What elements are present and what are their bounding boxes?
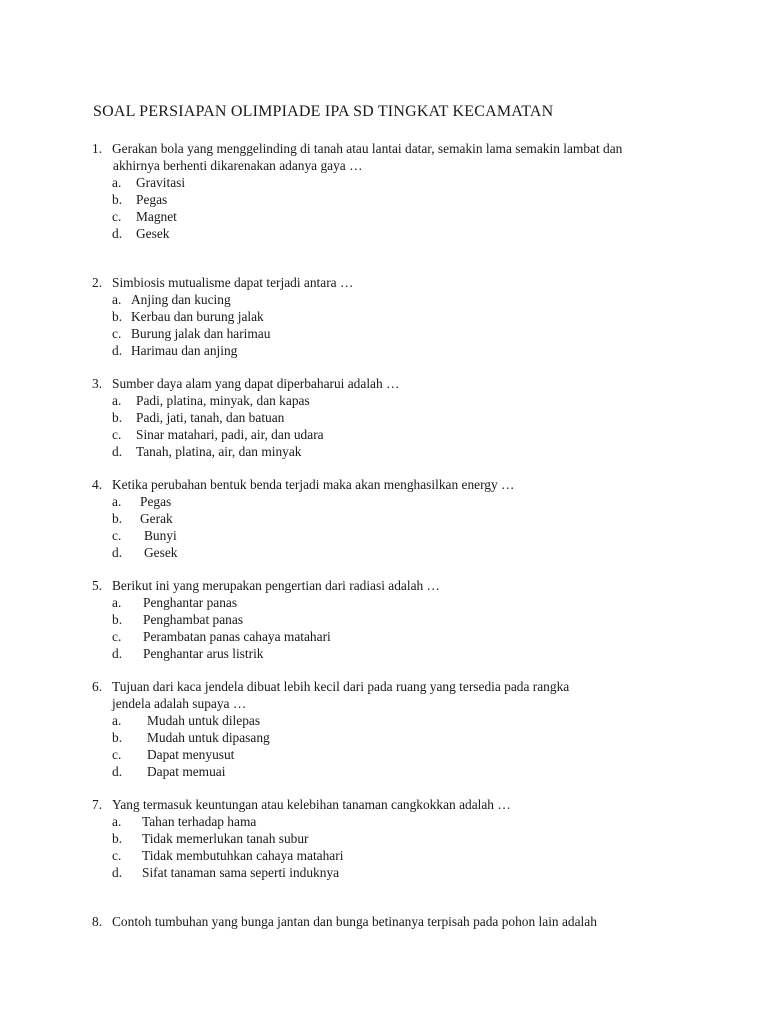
option-text: Harimau dan anjing (131, 343, 238, 358)
option-text: Padi, jati, tanah, dan batuan (136, 410, 285, 425)
option-d (92, 342, 692, 359)
option-letter: c. (112, 747, 122, 762)
option-a (92, 392, 692, 409)
option-b (92, 830, 692, 847)
option-c (92, 746, 692, 763)
option-letter: b. (112, 612, 123, 627)
question-1 (92, 140, 692, 242)
option-text: Penghambat panas (143, 612, 244, 627)
option-text: Tahan terhadap hama (142, 814, 257, 829)
option-letter: a. (112, 595, 122, 610)
option-text: Pegas (140, 494, 172, 509)
question-7 (92, 796, 692, 881)
option-a (92, 291, 692, 308)
question-8 (92, 913, 692, 930)
question-6 (92, 678, 692, 780)
option-text: Penghantar panas (143, 595, 238, 610)
option-letter: a. (112, 814, 122, 829)
option-d (92, 544, 692, 561)
option-letter: b. (112, 410, 123, 425)
option-letter: d. (112, 226, 123, 241)
option-text: Mudah untuk dilepas (147, 713, 261, 728)
option-a (92, 594, 692, 611)
option-text: Gesek (136, 226, 170, 241)
question-5 (92, 577, 692, 662)
option-b (92, 510, 692, 527)
option-text: Perambatan panas cahaya matahari (143, 629, 331, 644)
question-4 (92, 476, 692, 561)
option-text: Penghantar arus listrik (143, 646, 264, 661)
option-letter: d. (112, 444, 123, 459)
option-b (92, 729, 692, 746)
option-text: Gesek (144, 545, 178, 560)
question-continuation: akhirnya berhenti dikarenakan adanya gaya … (113, 158, 363, 173)
option-text: Tidak membutuhkan cahaya matahari (142, 848, 344, 863)
option-letter: b. (112, 831, 123, 846)
option-d (92, 763, 692, 780)
option-letter: c. (112, 326, 122, 341)
option-b (92, 611, 692, 628)
option-text: Sinar matahari, padi, air, dan udara (136, 427, 324, 442)
option-d (92, 864, 692, 881)
question-text: Gerakan bola yang menggelinding di tanah atau lantai datar, semakin lama semakin lambat dan (112, 141, 623, 156)
option-letter: a. (112, 175, 122, 190)
question-number: 5. (92, 578, 103, 593)
question-stem (92, 140, 652, 157)
option-letter: d. (112, 865, 123, 880)
question-continuation: jendela adalah supaya … (112, 696, 247, 711)
option-d (92, 225, 692, 242)
option-a (92, 174, 692, 191)
question-text: Sumber daya alam yang dapat diperbaharui adalah … (112, 376, 400, 391)
option-c (92, 847, 692, 864)
question-stem (92, 678, 692, 695)
question-stem (92, 274, 692, 291)
option-text: Dapat menyusut (147, 747, 235, 762)
question-number: 2. (92, 275, 103, 290)
option-b (92, 409, 692, 426)
option-c (92, 426, 692, 443)
option-letter: a. (112, 292, 122, 307)
question-number: 6. (92, 679, 103, 694)
option-letter: b. (112, 309, 123, 324)
option-letter: c. (112, 427, 122, 442)
option-letter: a. (112, 393, 122, 408)
question-number: 3. (92, 376, 103, 391)
option-letter: a. (112, 713, 122, 728)
option-c (92, 527, 692, 544)
document-title: SOAL PERSIAPAN OLIMPIADE IPA SD TINGKAT KECAMATAN (93, 103, 554, 120)
question-text: Yang termasuk keuntungan atau kelebihan tanaman cangkokkan adalah … (112, 797, 511, 812)
question-number: 8. (92, 914, 103, 929)
option-c (92, 628, 692, 645)
option-d (92, 443, 692, 460)
option-text: Padi, platina, minyak, dan kapas (136, 393, 310, 408)
option-letter: d. (112, 764, 123, 779)
option-c (92, 325, 692, 342)
question-stem (92, 577, 692, 594)
option-letter: b. (112, 192, 123, 207)
question-text: Berikut ini yang merupakan pengertian dari radiasi adalah … (112, 578, 440, 593)
question-text: Contoh tumbuhan yang bunga jantan dan bunga betinanya terpisah pada pohon lain adalah (112, 914, 597, 929)
option-text: Magnet (136, 209, 177, 224)
question-2 (92, 274, 692, 359)
question-text: Ketika perubahan bentuk benda terjadi maka akan menghasilkan energy … (112, 477, 515, 492)
question-stem (92, 375, 692, 392)
option-a (92, 493, 692, 510)
option-letter: c. (112, 629, 122, 644)
option-letter: c. (112, 209, 122, 224)
option-letter: c. (112, 848, 122, 863)
question-text: Tujuan dari kaca jendela dibuat lebih kecil dari pada ruang yang tersedia pada rangka (112, 679, 570, 694)
question-stem (92, 476, 692, 493)
option-text: Tidak memerlukan tanah subur (142, 831, 309, 846)
option-b (92, 191, 692, 208)
option-d (92, 645, 692, 662)
option-text: Pegas (136, 192, 168, 207)
option-text: Kerbau dan burung jalak (131, 309, 264, 324)
question-number: 4. (92, 477, 103, 492)
option-text: Burung jalak dan harimau (131, 326, 271, 341)
option-letter: a. (112, 494, 122, 509)
question-stem (92, 796, 692, 813)
option-letter: c. (112, 528, 122, 543)
option-c (92, 208, 692, 225)
question-3 (92, 375, 692, 460)
option-text: Anjing dan kucing (131, 292, 231, 307)
option-b (92, 308, 692, 325)
option-text: Mudah untuk dipasang (147, 730, 270, 745)
question-text: Simbiosis mutualisme dapat terjadi antara … (112, 275, 354, 290)
option-text: Gerak (140, 511, 173, 526)
option-letter: d. (112, 545, 123, 560)
option-letter: d. (112, 343, 123, 358)
option-a (92, 813, 692, 830)
option-text: Tanah, platina, air, dan minyak (136, 444, 302, 459)
option-text: Sifat tanaman sama seperti induknya (142, 865, 340, 880)
question-stem (92, 913, 692, 930)
option-text: Bunyi (144, 528, 177, 543)
question-number: 7. (92, 797, 103, 812)
option-letter: b. (112, 511, 123, 526)
option-letter: b. (112, 730, 123, 745)
option-text: Dapat memuai (147, 764, 226, 779)
option-a (92, 712, 692, 729)
question-number: 1. (92, 141, 103, 156)
option-text: Gravitasi (136, 175, 186, 190)
option-letter: d. (112, 646, 123, 661)
